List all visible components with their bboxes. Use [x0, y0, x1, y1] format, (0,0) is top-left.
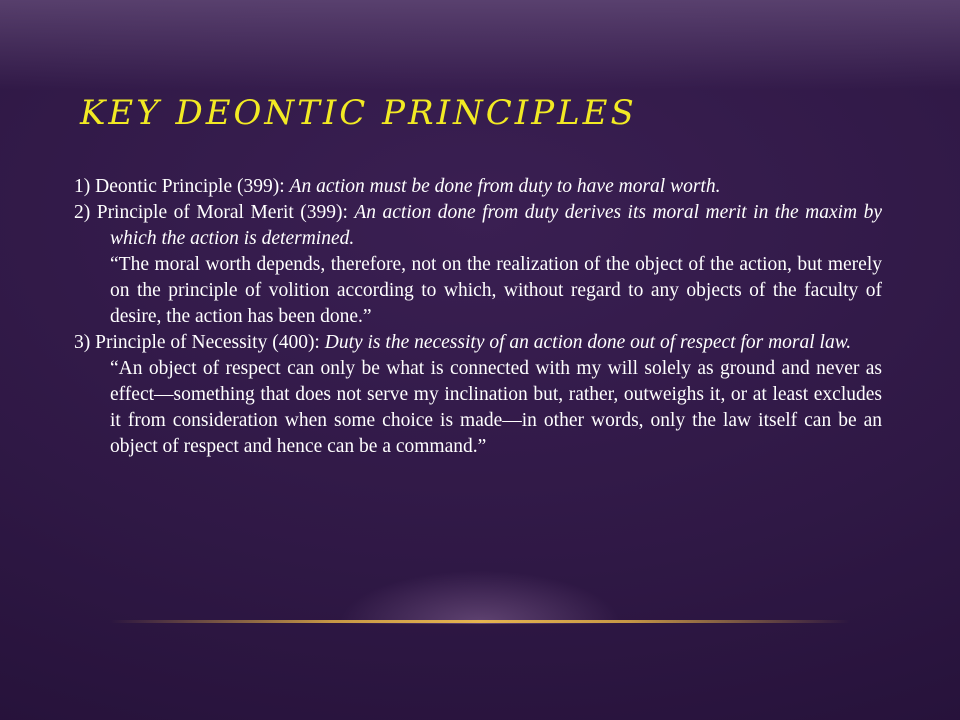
- principle-3-quote: “An object of respect can only be what is connected with my will solely as ground and never as effect—something that does not serve my inclination but, rather, outweighs it, or at least excludes it from consideration when some choice is made—in other words, only the law itself can be an object of respect and hence can be a command.”: [110, 358, 882, 457]
- principle-1-definition: An action must be done from duty to have moral worth.: [289, 176, 721, 197]
- decorative-gold-line: [110, 620, 850, 623]
- principle-2-definition: An action done from duty derives its moral merit in the maxim by which the action is determined.: [110, 202, 882, 249]
- principle-2-quote: “The moral worth depends, therefore, not on the realization of the object of the action, but merely on the principle of volition according to which, without regard to any objects of the faculty of desire, the action has been done.”: [110, 254, 882, 327]
- principle-3-definition: Duty is the necessity of an action done out of respect for moral law.: [324, 332, 852, 353]
- principle-1: [74, 174, 882, 200]
- principle-1-lead: 1) Deontic Principle (399):: [74, 176, 290, 197]
- slide-title: KEY DEONTIC PRINCIPLES: [80, 93, 637, 133]
- top-gradient: [0, 0, 960, 90]
- principle-3: [74, 330, 882, 356]
- slide-body: [74, 174, 882, 460]
- decorative-glow: [280, 548, 680, 624]
- principle-2-lead: 2) Principle of Moral Merit (399):: [74, 202, 355, 223]
- principle-2: [74, 200, 882, 252]
- principle-3-lead: 3) Principle of Necessity (400):: [74, 332, 325, 353]
